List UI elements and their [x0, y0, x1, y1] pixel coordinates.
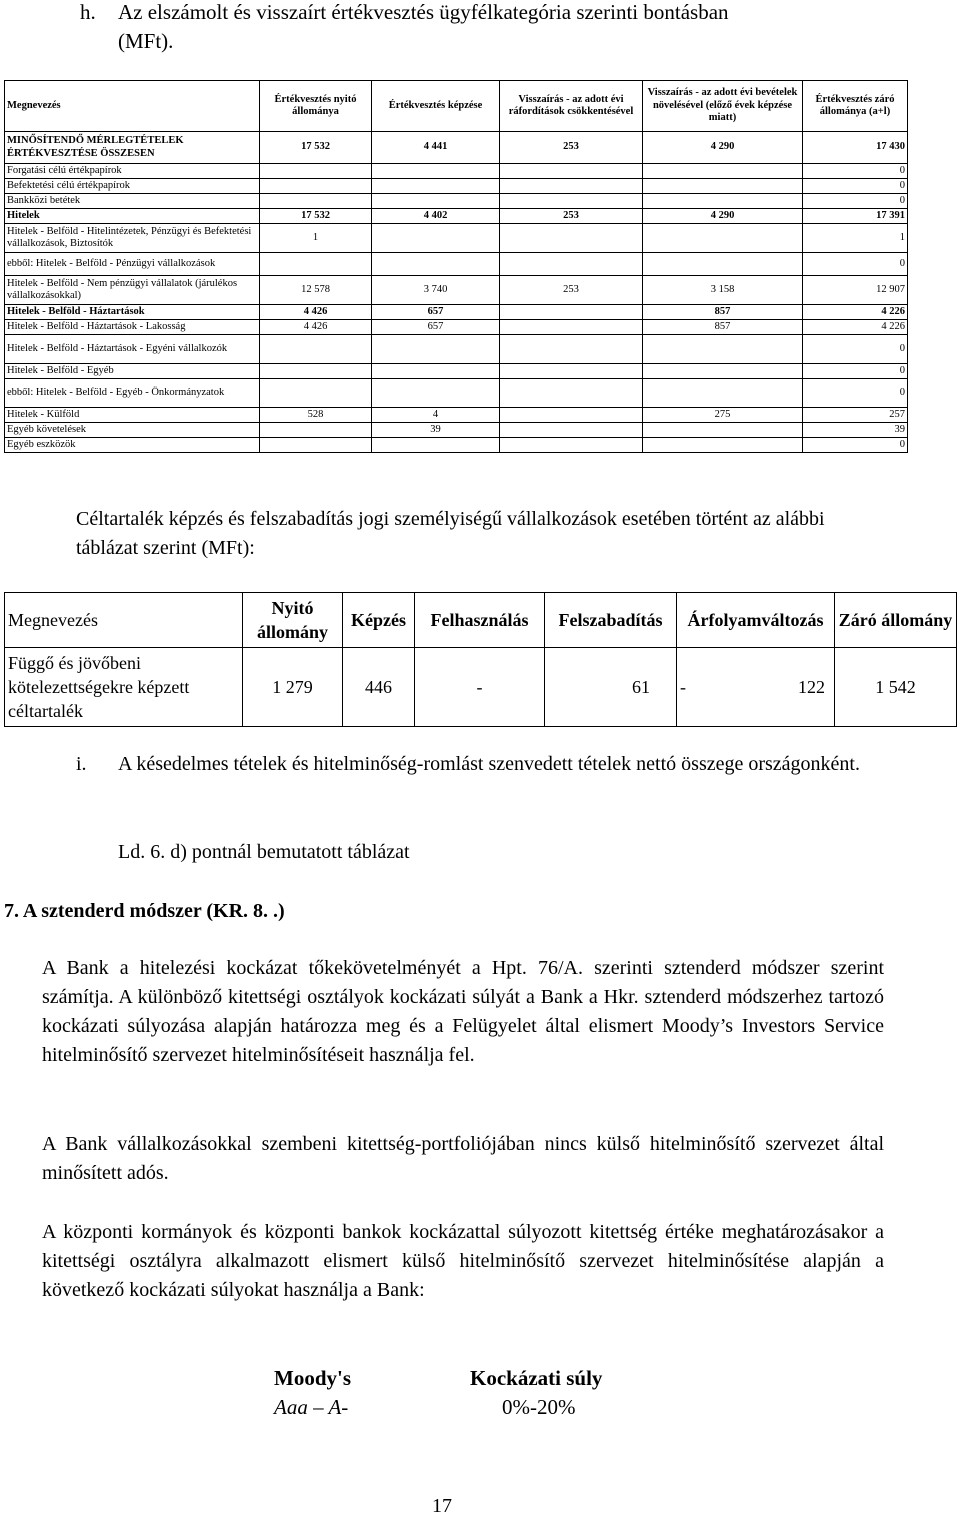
page-number: 17	[432, 1495, 452, 1517]
row-zaro: 0	[803, 364, 908, 379]
table-row	[5, 423, 908, 438]
row-kepzes	[372, 438, 500, 453]
row-visszairas1: 253	[500, 276, 643, 305]
row-nyito: 528	[260, 408, 372, 423]
row-nyito	[260, 438, 372, 453]
row-visszairas1	[500, 408, 643, 423]
row-visszairas2: 3 158	[643, 276, 803, 305]
moody-col2-value: 0%-20%	[502, 1395, 576, 1419]
row-visszairas2: 857	[643, 320, 803, 335]
row-visszairas2	[643, 335, 803, 364]
row-kepzes	[372, 253, 500, 276]
row-name: ebből: Hitelek - Belföld - Pénzügyi vállalkozások	[5, 253, 260, 276]
row-zaro: 0	[803, 335, 908, 364]
provision-col-closing: Záró állomány	[835, 593, 957, 648]
section-i-ref: Ld. 6. d) pontnál bemutatott táblázat	[118, 841, 410, 863]
row-nyito	[260, 335, 372, 364]
row-zaro: 0	[803, 194, 908, 209]
row-visszairas1	[500, 194, 643, 209]
provision-col-name: Megnevezés	[5, 593, 243, 648]
row-visszairas1	[500, 379, 643, 408]
row-nyito	[260, 364, 372, 379]
row-name: Bankközi betétek	[5, 194, 260, 209]
row-kepzes: 657	[372, 305, 500, 320]
table-header-row	[5, 81, 908, 132]
section-7-para2: A Bank vállalkozásokkal szembeni kitettség-portfoliójában nincs külső hitelminősítő szervezet által minősített adós.	[42, 1133, 884, 1184]
row-visszairas2	[643, 364, 803, 379]
row-kepzes	[372, 379, 500, 408]
row-visszairas2	[643, 379, 803, 408]
row-name: Hitelek - Belföld - Háztartások	[5, 305, 260, 320]
row-kepzes	[372, 179, 500, 194]
row-kepzes: 3 740	[372, 276, 500, 305]
row-name: Hitelek - Belföld - Egyéb	[5, 364, 260, 379]
col-header-reversal-expense: Visszaírás - az adott évi ráfordítások csökkentésével	[500, 81, 643, 132]
row-nyito	[260, 164, 372, 179]
row-name: Forgatási célú értékpapírok	[5, 164, 260, 179]
provision-col-release: Felszabadítás	[545, 593, 677, 648]
section-i-label: i.	[76, 753, 87, 775]
row-visszairas2	[643, 253, 803, 276]
table-row	[5, 305, 908, 320]
provision-col-fx: Árfolyamváltozás	[677, 593, 835, 648]
section-h-title-line1: Az elszámolt és visszaírt értékvesztés ügyfélkategória szerinti bontásban	[118, 0, 729, 24]
impairment-table	[4, 80, 908, 453]
col-header-opening: Értékvesztés nyitó állománya	[260, 81, 372, 132]
table-row	[5, 408, 908, 423]
table-row	[5, 379, 908, 408]
row-visszairas1	[500, 320, 643, 335]
row-visszairas1	[500, 364, 643, 379]
row-kepzes: 4 441	[372, 132, 500, 164]
section-h-title-line2: (MFt).	[118, 29, 174, 53]
section-h-label: h.	[80, 0, 96, 24]
provision-row-fx	[677, 648, 835, 727]
row-zaro: 0	[803, 438, 908, 453]
row-visszairas2	[643, 438, 803, 453]
row-visszairas2	[643, 194, 803, 209]
table-row	[5, 438, 908, 453]
row-visszairas1	[500, 305, 643, 320]
provision-col-opening: Nyitó állomány	[243, 593, 343, 648]
row-nyito	[260, 194, 372, 209]
table-row	[5, 179, 908, 194]
row-visszairas2	[643, 224, 803, 253]
table-row	[5, 164, 908, 179]
table-row	[5, 320, 908, 335]
provision-row-usage: -	[415, 648, 545, 727]
section-7-heading: 7. A sztenderd módszer (KR. 8. .)	[4, 900, 285, 922]
moody-col2-header: Kockázati súly	[470, 1366, 603, 1390]
table-row	[5, 253, 908, 276]
row-zaro: 0	[803, 379, 908, 408]
row-nyito	[260, 379, 372, 408]
col-header-name: Megnevezés	[5, 81, 260, 132]
row-visszairas1	[500, 179, 643, 194]
row-name: Befektetési célú értékpapírok	[5, 179, 260, 194]
row-visszairas1	[500, 423, 643, 438]
row-kepzes	[372, 364, 500, 379]
row-visszairas2	[643, 164, 803, 179]
table-row	[5, 209, 908, 224]
row-nyito: 17 532	[260, 132, 372, 164]
row-name: Hitelek - Belföld - Háztartások - Lakosság	[5, 320, 260, 335]
provision-row-name: Függő és jövőbeni kötelezettségekre képzett céltartalék	[5, 648, 243, 727]
moody-col1-header: Moody's	[274, 1366, 352, 1390]
table-row	[5, 364, 908, 379]
provision-col-usage: Felhasználás	[415, 593, 545, 648]
row-visszairas1: 253	[500, 209, 643, 224]
row-zaro: 1	[803, 224, 908, 253]
provision-header-row	[5, 593, 957, 648]
row-visszairas2: 275	[643, 408, 803, 423]
row-name: Egyéb eszközök	[5, 438, 260, 453]
row-nyito	[260, 253, 372, 276]
table-row	[5, 224, 908, 253]
table-row	[5, 194, 908, 209]
moody-col1-value: Aaa – A-	[274, 1395, 349, 1419]
col-header-reversal-income: Visszaírás - az adott évi bevételek növelésével (előző évek képzése miatt)	[643, 81, 803, 132]
provision-row-opening: 1 279	[243, 648, 343, 727]
row-kepzes: 657	[372, 320, 500, 335]
row-name: Hitelek	[5, 209, 260, 224]
row-nyito: 4 426	[260, 320, 372, 335]
row-zaro: 4 226	[803, 320, 908, 335]
row-visszairas2: 4 290	[643, 132, 803, 164]
row-visszairas1: 253	[500, 132, 643, 164]
row-zaro: 0	[803, 164, 908, 179]
section-i-text: A késedelmes tételek és hitelminőség-romlást szenvedett tételek nettó összege országonként.	[118, 753, 860, 775]
row-nyito: 1	[260, 224, 372, 253]
table-row	[5, 132, 908, 164]
row-visszairas1	[500, 224, 643, 253]
table-row	[5, 335, 908, 364]
col-header-formation: Értékvesztés képzése	[372, 81, 500, 132]
section-7-para3: A központi kormányok és központi bankok kockázattal súlyozott kitettség értéke meghatározásakor a kitettségi osztályra alkalmazott elismert külső hitelminősítő szervezet hitelminősítése alapján a következő kockázati súlyokat használja a Bank:	[42, 1221, 884, 1301]
row-visszairas1	[500, 164, 643, 179]
celtartalek-intro: Céltartalék képzés és felszabadítás jogi személyiségű vállalkozások esetében történt az alábbi táblázat szerint (MFt):	[76, 508, 825, 559]
row-nyito: 12 578	[260, 276, 372, 305]
table-row	[5, 276, 908, 305]
provision-row-release: 61	[545, 648, 677, 727]
row-zaro: 0	[803, 179, 908, 194]
row-zaro: 0	[803, 253, 908, 276]
provision-row-fx-sign: -	[680, 677, 686, 697]
row-visszairas2: 4 290	[643, 209, 803, 224]
row-kepzes	[372, 194, 500, 209]
row-nyito	[260, 423, 372, 438]
row-name: ebből: Hitelek - Belföld - Egyéb - Önkormányzatok	[5, 379, 260, 408]
row-name: Egyéb követelések	[5, 423, 260, 438]
row-kepzes	[372, 164, 500, 179]
row-zaro: 17 430	[803, 132, 908, 164]
provision-col-formation: Képzés	[343, 593, 415, 648]
row-visszairas1	[500, 438, 643, 453]
row-kepzes: 4 402	[372, 209, 500, 224]
row-kepzes	[372, 335, 500, 364]
row-nyito	[260, 179, 372, 194]
row-visszairas1	[500, 335, 643, 364]
row-kepzes	[372, 224, 500, 253]
provision-row	[5, 648, 957, 727]
row-nyito: 4 426	[260, 305, 372, 320]
row-visszairas2	[643, 179, 803, 194]
row-kepzes: 4	[372, 408, 500, 423]
provision-table	[4, 592, 957, 727]
row-visszairas1	[500, 253, 643, 276]
row-visszairas2: 857	[643, 305, 803, 320]
row-visszairas2	[643, 423, 803, 438]
provision-row-formation: 446	[343, 648, 415, 727]
row-name: Hitelek - Külföld	[5, 408, 260, 423]
col-header-closing: Értékvesztés záró állománya (a+l)	[803, 81, 908, 132]
provision-row-fx-value: 122	[798, 677, 825, 697]
row-zaro: 4 226	[803, 305, 908, 320]
row-name: MINŐSÍTENDŐ MÉRLEGTÉTELEK ÉRTÉKVESZTÉSE ÖSSZESEN	[5, 132, 260, 164]
row-zaro: 12 907	[803, 276, 908, 305]
row-zaro: 17 391	[803, 209, 908, 224]
row-name: Hitelek - Belföld - Nem pénzügyi vállalatok (járulékos vállalkozásokkal)	[5, 276, 260, 305]
row-zaro: 39	[803, 423, 908, 438]
row-zaro: 257	[803, 408, 908, 423]
row-name: Hitelek - Belföld - Hitelintézetek, Pénzügyi és Befektetési vállalkozások, Biztosítók	[5, 224, 260, 253]
row-nyito: 17 532	[260, 209, 372, 224]
section-7-para1: A Bank a hitelezési kockázat tőkekövetelményét a Hpt. 76/A. szerinti sztenderd módszer szerint számítja. A különböző kitettségi osztályok kockázati súlyát a Bank a Hkr. sztenderd módszerhez tartozó kockázati súlyozása alapján határozza meg és a Felügyelet által elismert Moody’s Investors Service hitelminősítő szervezet hitelminősítéseit használja fel.	[42, 957, 884, 1066]
row-kepzes: 39	[372, 423, 500, 438]
provision-row-closing: 1 542	[835, 648, 957, 727]
row-name: Hitelek - Belföld - Háztartások - Egyéni vállalkozók	[5, 335, 260, 364]
